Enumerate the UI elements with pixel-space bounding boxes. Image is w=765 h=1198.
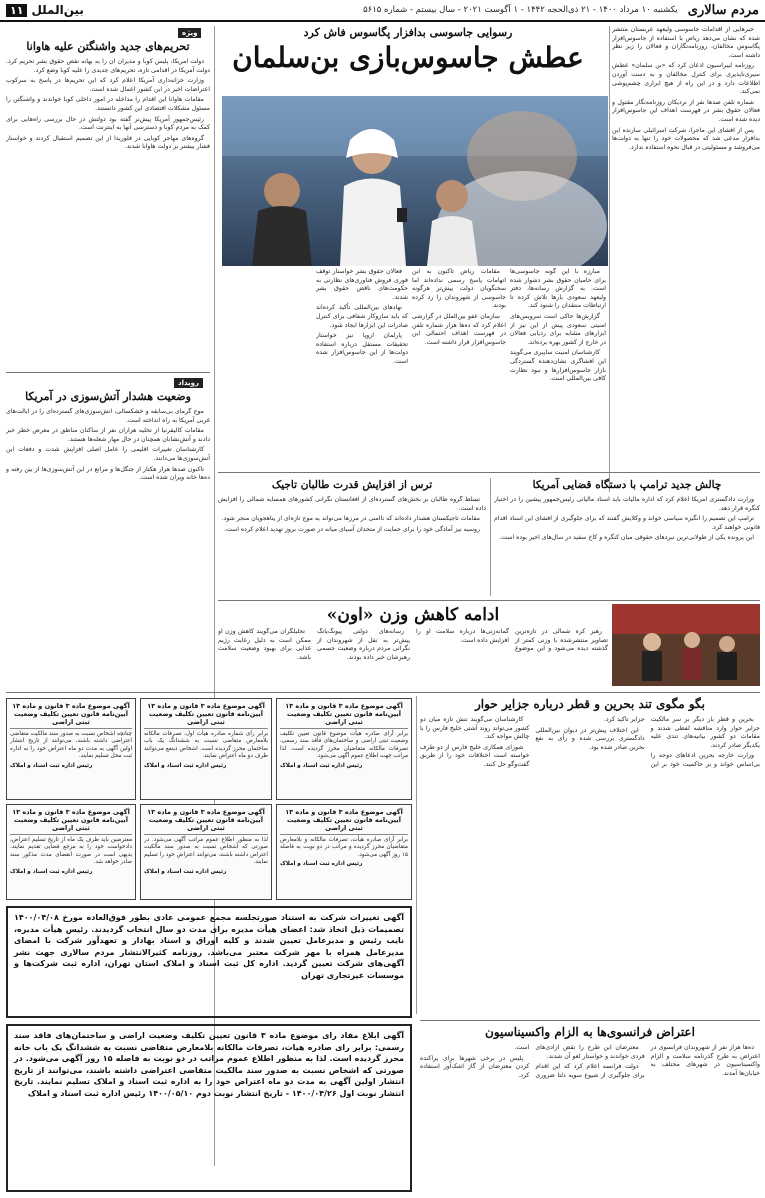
notice-footer: رئیس اداره ثبت اسناد و املاک	[280, 762, 363, 769]
sidebar-bottom-tag: رویداد	[174, 378, 203, 388]
notice-footer: رئیس اداره ثبت اسناد و املاک	[10, 762, 93, 769]
kim-paragraph: رسانه‌های دولتی پیونگ‌یانگ پیش‌تر به نقل از شهروندان از نگرانی مردم درباره وضعیت جسمی رهبرشان خبر داده بودند.	[317, 628, 410, 661]
notice-body: لذا به منظور اطلاع عموم مراتب آگهی می‌شود. در صورتی که اشخاص نسبت به صدور سند مالکیت اعتراض داشته باشند، می‌توانند اعتراض خود را تسلیم نمایند.	[144, 837, 268, 866]
vaccine-body	[420, 1044, 760, 1192]
bahrain-paragraph: بحرین و قطر بار دیگر بر سر مالکیت جزایر حوار وارد مناقشه لفظی شدند و مقامات دو کشور بیانیه‌های تندی علیه یکدیگر صادر کردند.	[650, 716, 760, 749]
lead-paragraph: کارشناسان امنیت سایبری می‌گویند این افشاگری نشان‌دهنده گستردگی بازار جاسوس‌افزارها و نبود نظارت کافی بین‌المللی است.	[510, 349, 606, 383]
vaccine-paragraph: دولت فرانسه اعلام کرد که این اقدام برای جلوگیری از شیوع سویه دلتا ضروری است.	[514, 1044, 645, 1079]
mid-left-title: ترس از افزایش قدرت طالبان تاجیک	[271, 479, 433, 491]
bahrain-paragraph: کارشناسان می‌گویند تنش تازه میان دو کشور می‌تواند روند آشتی خلیج فارس را با چالش مواجه کند.	[420, 716, 530, 741]
lead-paragraph: مقامات ریاض تاکنون به این اتهامات پاسخ رسمی نداده‌اند اما سخنگویان دولت پیش‌تر هرگونه جاسوسی از شهروندان را رد کرده بودند.	[412, 268, 506, 310]
land-ruling-ad-body: آگهی ابلاغ مفاد رای موضوع ماده ۳ قانون تعیین تکلیف وضعیت اراضی و ساختمان‌های فاقد سند رسمی: برابر رای صادره هیات، تصرفات مالکانه بلامعارض متقاضی نسبت به ششدانگ یک باب خانه محرز گردیده است. لذا به منظور اطلاع عموم مراتب در دو نوبت به فاصله ۱۵ روز آگهی می‌شود. در صورتی که اشخاص نسبت به صدور سند مالکیت متقاضی اعتراضی داشته باشند، می‌توانند از تاریخ انتشار اولین آگهی به مدت دو ماه اعتراض خود را به اداره ثبت اسناد و املاک تسلیم نمایند. تاریخ انتشار نوبت اول ۱۴۰۰/۰۴/۲۶ - تاریخ انتشار نوبت دوم ۱۴۰۰/۰۵/۱۰ رئیس اداره ثبت اسناد و املاک	[14, 1031, 405, 1098]
vaccine-title: اعتراض فرانسوی‌ها به الزام واکسیناسیون	[485, 1025, 695, 1039]
sidebar-paragraph: دولت آمریکا، پلیس کوبا و مدیران آن را به بهانه نقض حقوق بشر تحریم کرد. دولت آمریکا در اقدامی تازه، تحریم‌های جدیدی را علیه کوبا وضع کرد.	[6, 58, 210, 74]
mid-paragraph: ترامپ این تصمیم را انگیزه سیاسی خواند و وکلایش گفتند که برای جلوگیری از افشای این اسناد اقدام قانونی خواهند کرد.	[494, 515, 760, 531]
lead-paragraph: مبارزه با این گونه جاسوسی‌ها برای حامیان حقوق بشر دشوار شده است. به گزارش رسانه‌ها، دفتر ولیعهد سعودی بارها تلاش کرده تا ارتباطات منتقدان را شنود کند.	[510, 268, 606, 310]
notice-box	[6, 804, 136, 900]
column-rule	[490, 478, 491, 596]
section-divider	[6, 692, 760, 693]
kim-paragraph: تحلیلگران می‌گویند کاهش وزن او ممکن است به دلیل رعایت رژیم غذایی برای بهبود وضعیت سلامت باشد.	[218, 628, 311, 661]
sidebar-paragraph: موج گرمای بی‌سابقه و خشکسالی، آتش‌سوزی‌های گسترده‌ای را در ایالت‌های غربی آمریکا به راه انداخته است.	[6, 408, 210, 424]
sidebar-bottom-title: وضعیت هشدار آتش‌سوزی در آمریکا	[25, 390, 191, 403]
dateline: یکشنبه ۱۰ مرداد ۱۴۰۰ - ۲۱ ذی‌الحجه ۱۴۴۲ - ۱ آگوست ۲۰۲۱ - سال بیستم - شماره ۵۶۱۵	[363, 5, 678, 15]
sidebar-paragraph: رئیس‌جمهور آمریکا پیش‌تر گفته بود دولتش در حال بررسی راه‌هایی برای کمک به مردم کوبا و دسترسی آنها به اینترنت است.	[6, 115, 210, 132]
kim-body	[218, 628, 608, 688]
notice-title: آگهی موضوع ماده ۳ قانون و ماده ۱۳ آیین‌نامه قانون تعیین تکلیف وضعیت ثبتی اراضی	[10, 808, 132, 835]
lead-paragraph: پارلمان اروپا نیز خواستار تحقیقات مستقل درباره استفاده دولت‌ها از این جاسوس‌افزار شده است.	[316, 332, 408, 365]
vaccine-paragraph: ده‌ها هزار نفر از شهروندان فرانسوی در اعتراض به طرح گذرنامه سلامت و الزام واکسیناسیون در شهرهای مختلف به خیابان‌ها آمدند.	[650, 1044, 760, 1077]
section-divider	[420, 1020, 760, 1021]
sidebar-paragraph: تاکنون صدها هزار هکتار از جنگل‌ها و مراتع در این آتش‌سوزی‌ها از بین رفته و ده‌ها خانه ویران شده است.	[6, 465, 210, 482]
mid-paragraph: تسلط گروه طالبان بر بخش‌های گسترده‌ای از افغانستان نگرانی کشورهای همسایه شمالی را افزایش داده است.	[218, 496, 486, 512]
notice-body: چنانچه اشخاص نسبت به صدور سند مالکیت متقاضی اعتراضی داشته باشند، می‌توانند از تاریخ انتشار اولین آگهی به مدت دو ماه اعتراض خود را به اداره ثبت محل تسلیم نمایند.	[10, 731, 132, 760]
mid-left-body	[218, 496, 486, 596]
lead-paragraph: پس از افشای این ماجرا، شرکت اسرائیلی سازنده این بدافزار مدعی شد که محصولات خود را تنها به دولت‌ها می‌فروشد و مسئولیتی در قبال نحوه استفاده ندارد.	[612, 126, 760, 151]
vaccine-paragraph: معترضان این طرح را نقض آزادی‌های فردی خواندند و خواستار لغو آن شدند.	[535, 1044, 645, 1060]
notice-box	[6, 698, 136, 800]
section-name: بین‌الملل	[31, 3, 84, 17]
notice-box	[276, 804, 412, 900]
lead-paragraph: سازمان عفو بین‌الملل در گزارشی اعلام کرد که ده‌ها هزار شماره تلفن در فهرست اهداف احتمالی این جاسوس‌افزار قرار داشته است.	[412, 312, 506, 346]
mid-paragraph: وزارت دادگستری آمریکا اعلام کرد که اداره مالیات باید اسناد مالیاتی رئیس‌جمهور پیشین را در اختیار کنگره قرار دهد.	[494, 496, 760, 512]
bahrain-title: بگو مگوی تند بحرین و قطر درباره جزایر حوار	[475, 697, 705, 711]
mid-paragraph: روسیه نیز آمادگی خود را برای حمایت از متحدان آسیای میانه در صورت بروز تهدید اعلام کرده است.	[224, 525, 480, 533]
section-divider	[218, 472, 760, 473]
company-change-ad	[6, 906, 412, 1018]
notice-footer: رئیس اداره ثبت اسناد و املاک	[10, 868, 93, 875]
sidebar-bottom-body	[6, 408, 210, 588]
mid-right-body	[494, 496, 760, 596]
section-divider	[6, 372, 210, 373]
page-number: ۱۱	[6, 4, 27, 17]
notice-box	[140, 804, 272, 900]
notice-title: آگهی موضوع ماده ۳ قانون و ماده ۱۳ آیین‌نامه قانون تعیین تکلیف وضعیت ثبتی اراضی	[10, 702, 132, 729]
notice-footer: رئیس اداره ثبت اسناد و املاک	[144, 762, 227, 769]
kim-photo-illustration	[612, 604, 760, 686]
lead-kicker: رسوایی جاسوسی بدافزار پگاسوس فاش کرد	[303, 26, 513, 39]
sidebar-paragraph: کارشناسان تغییرات اقلیمی را عامل اصلی افزایش شدت و دفعات این آتش‌سوزی‌ها می‌دانند.	[6, 446, 210, 462]
notice-title: آگهی موضوع ماده ۳ قانون و ماده ۱۳ آیین‌نامه قانون تعیین تکلیف وضعیت ثبتی اراضی	[280, 808, 408, 835]
mid-paragraph: این پرونده یکی از طولانی‌ترین نبردهای حقوقی میان کنگره و کاخ سفید در سال‌های اخیر بوده است.	[499, 534, 754, 542]
lead-paragraph: فعالان حقوق بشر خواستار توقف فوری فروش فناوری‌های نظارتی به حکومت‌های ناقض حقوق بشر شدند.	[316, 268, 408, 301]
kim-photo	[612, 604, 760, 686]
lead-column-3	[412, 268, 506, 466]
notice-title: آگهی موضوع ماده ۳ قانون و ماده ۱۳ آیین‌نامه قانون تعیین تکلیف وضعیت ثبتی اراضی	[280, 702, 408, 729]
notice-title: آگهی موضوع ماده ۳ قانون و ماده ۱۳ آیین‌نامه قانون تعیین تکلیف وضعیت ثبتی اراضی	[144, 808, 268, 835]
notice-body: برابر آرای صادره هیأت موضوع قانون تعیین تکلیف وضعیت ثبتی اراضی و ساختمان‌های فاقد سند رسمی، تصرفات مالکانه متقاضیان محرز گردیده است. لذا مراتب جهت اطلاع عموم آگهی می‌شود.	[280, 731, 408, 760]
lead-paragraph: خبرهایی از اقدامات جاسوسی ولیعهد عربستان منتشر شده که نشان می‌دهد ریاض با استفاده از جاسوس‌افزار پگاسوس مخالفان، روزنامه‌نگاران و فعالان را زیر نظر داشته است.	[612, 26, 760, 59]
newspaper-brand: مردم سالاری	[687, 2, 759, 18]
sidebar-paragraph: گروه‌های مهاجر کوبایی در فلوریدا از این تصمیم استقبال کردند و خواستار فشار بیشتر بر دولت هاوانا شدند.	[6, 134, 210, 151]
column-rule	[609, 26, 610, 492]
lead-column-4	[316, 268, 408, 466]
lead-title: عطش جاسوس‌بازی بن‌سلمان	[232, 41, 584, 74]
notice-footer: رئیس اداره ثبت اسناد و املاک	[144, 868, 227, 875]
kim-title: ادامه کاهش وزن «اون»	[326, 605, 500, 625]
sidebar-top-tag: ویژه	[178, 28, 201, 38]
bahrain-paragraph: این اختلاف پیش‌تر در دیوان بین‌المللی دادگستری بررسی شده و رأی به نفع بحرین صادر شده بود.	[535, 726, 645, 751]
bahrain-body	[420, 716, 760, 1016]
lead-paragraph: شماره تلفن صدها نفر از نزدیکان روزنامه‌نگار مقتول و فعالان حقوق بشر در فهرست اهداف این جاسوس‌افزار دیده شده است.	[612, 98, 760, 123]
land-ruling-ad	[6, 1024, 412, 1192]
lead-headline-block	[218, 24, 598, 94]
masthead	[0, 0, 765, 22]
lead-paragraph: نهادهای بین‌المللی تأکید کرده‌اند که باید سازوکار شفافی برای کنترل صادرات این ابزارها ایجاد شود.	[316, 304, 408, 329]
lead-column-2	[510, 268, 606, 466]
notice-body: برابر رأی شماره صادره هیأت اول، تصرفات مالکانه بلامعارض متقاضی نسبت به ششدانگ یک باب ساختمان محرز گردیده است. اشخاص ذینفع می‌توانند ظرف دو ماه اعتراض نمایند.	[144, 731, 268, 760]
section-label	[6, 3, 84, 17]
notice-body: برابر آرای صادره هیأت، تصرفات مالکانه و بلامعارض متقاضیان محرز گردیده و مراتب در دو نوبت به فاصله ۱۵ روز آگهی می‌شود.	[280, 837, 408, 858]
bahrain-paragraph: شورای همکاری خلیج فارس از دو طرف خواسته است اختلافات خود را از طریق گفت‌وگو حل کنند.	[420, 743, 530, 768]
sidebar-top-body	[6, 58, 210, 368]
sidebar-paragraph: مقامات کالیفرنیا از تخلیه هزاران نفر از ساکنان مناطق در معرض خطر خبر دادند و آتش‌نشانان همچنان در حال مهار شعله‌ها هستند.	[6, 427, 210, 443]
sidebar-top-title: تحریم‌های جدید واشنگتن علیه هاوانا	[26, 40, 190, 53]
lead-photo-illustration	[222, 96, 608, 266]
lead-paragraph: روزنامه لیبراسیون اذعان کرد که «بن سلمان» عطش سیری‌ناپذیری برای کنترل مخالفان و به دست آوردن اطلاعات دارد و در این راه از هیچ ابزاری چشم‌پوشی نمی‌کند.	[612, 62, 760, 96]
section-divider	[218, 600, 760, 601]
notice-title: آگهی موضوع ماده ۳ قانون و ماده ۱۳ آیین‌نامه قانون تعیین تکلیف وضعیت ثبتی اراضی	[144, 702, 268, 729]
kim-paragraph: رهبر کره شمالی در تازه‌ترین تصاویر منتشرشده با وزنی کمتر از گذشته دیده می‌شود و این موضوع گمانه‌زنی‌ها درباره سلامت او را افزایش داده است.	[416, 628, 608, 653]
notice-footer: رئیس اداره ثبت اسناد و املاک	[280, 861, 363, 868]
mid-right-title: چالش جدید ترامپ با دستگاه قضایی آمریکا	[532, 479, 722, 491]
notice-box	[276, 698, 412, 800]
notice-body: معترضین باید ظرف یک ماه از تاریخ تسلیم اعتراض، دادخواست خود را به مرجع قضایی تقدیم نمایند. بدیهی است در صورت انقضای مدت مذکور سند صادر خواهد شد.	[10, 837, 132, 866]
sidebar-paragraph: وزارت خزانه‌داری آمریکا اعلام کرد که این تحریم‌ها در پاسخ به سرکوب اعتراضات اخیر در این کشور اعمال شده است.	[6, 77, 210, 93]
notice-box	[140, 698, 272, 800]
mid-paragraph: مقامات تاجیکستان هشدار داده‌اند که ناامنی در مرزها می‌تواند به موج تازه‌ای از پناهجویان منجر شود.	[221, 515, 480, 523]
sidebar-paragraph: مقامات هاوانا این اقدام را مداخله در امور داخلی کوبا خواندند و واشنگتن را مسئول مشکلات اقتصادی این کشور دانستند.	[6, 96, 210, 112]
lead-column-1	[612, 26, 760, 496]
column-rule	[416, 696, 417, 1014]
company-change-ad-body: آگهی تغییرات شرکت به استناد صورتجلسه مجمع عمومی عادی بطور فوق‌العاده مورخ ۱۴۰۰/۰۴/۰۸ تصمیمات ذیل اتخاذ شد: اعضای هیأت مدیره برای مدت دو سال انتخاب گردیدند. رئیس هیأت مدیره، نایب رئیس و مدیرعامل تعیین شدند و کلیه اوراق و اسناد بهادار و تعهدآور شرکت با امضای مدیرعامل همراه با مهر شرکت معتبر می‌باشد. روزنامه کثیرالانتشار مردم سالاری جهت نشر آگهی‌های شرکت تعیین گردید. اداره کل ثبت اسناد و املاک استان تهران، اداره ثبت شرکت‌ها و موسسات غیرتجاری تهران	[14, 913, 404, 980]
lead-photo	[222, 96, 608, 266]
vaccine-paragraph: پلیس در برخی شهرها برای پراکنده کردن معترضان از گاز اشک‌آور استفاده کرد.	[420, 1054, 530, 1079]
lead-paragraph: گزارش‌ها حاکی است سرویس‌های امنیتی سعودی پیش از این نیز از ابزارهای مشابه برای ردیابی فعالان در خارج از کشور بهره برده‌اند.	[510, 312, 606, 346]
bahrain-paragraph: وزارت خارجه بحرین ادعاهای دوحه را بی‌اساس خواند و بر حاکمیت خود بر این جزایر تأکید کرد.	[603, 716, 760, 768]
